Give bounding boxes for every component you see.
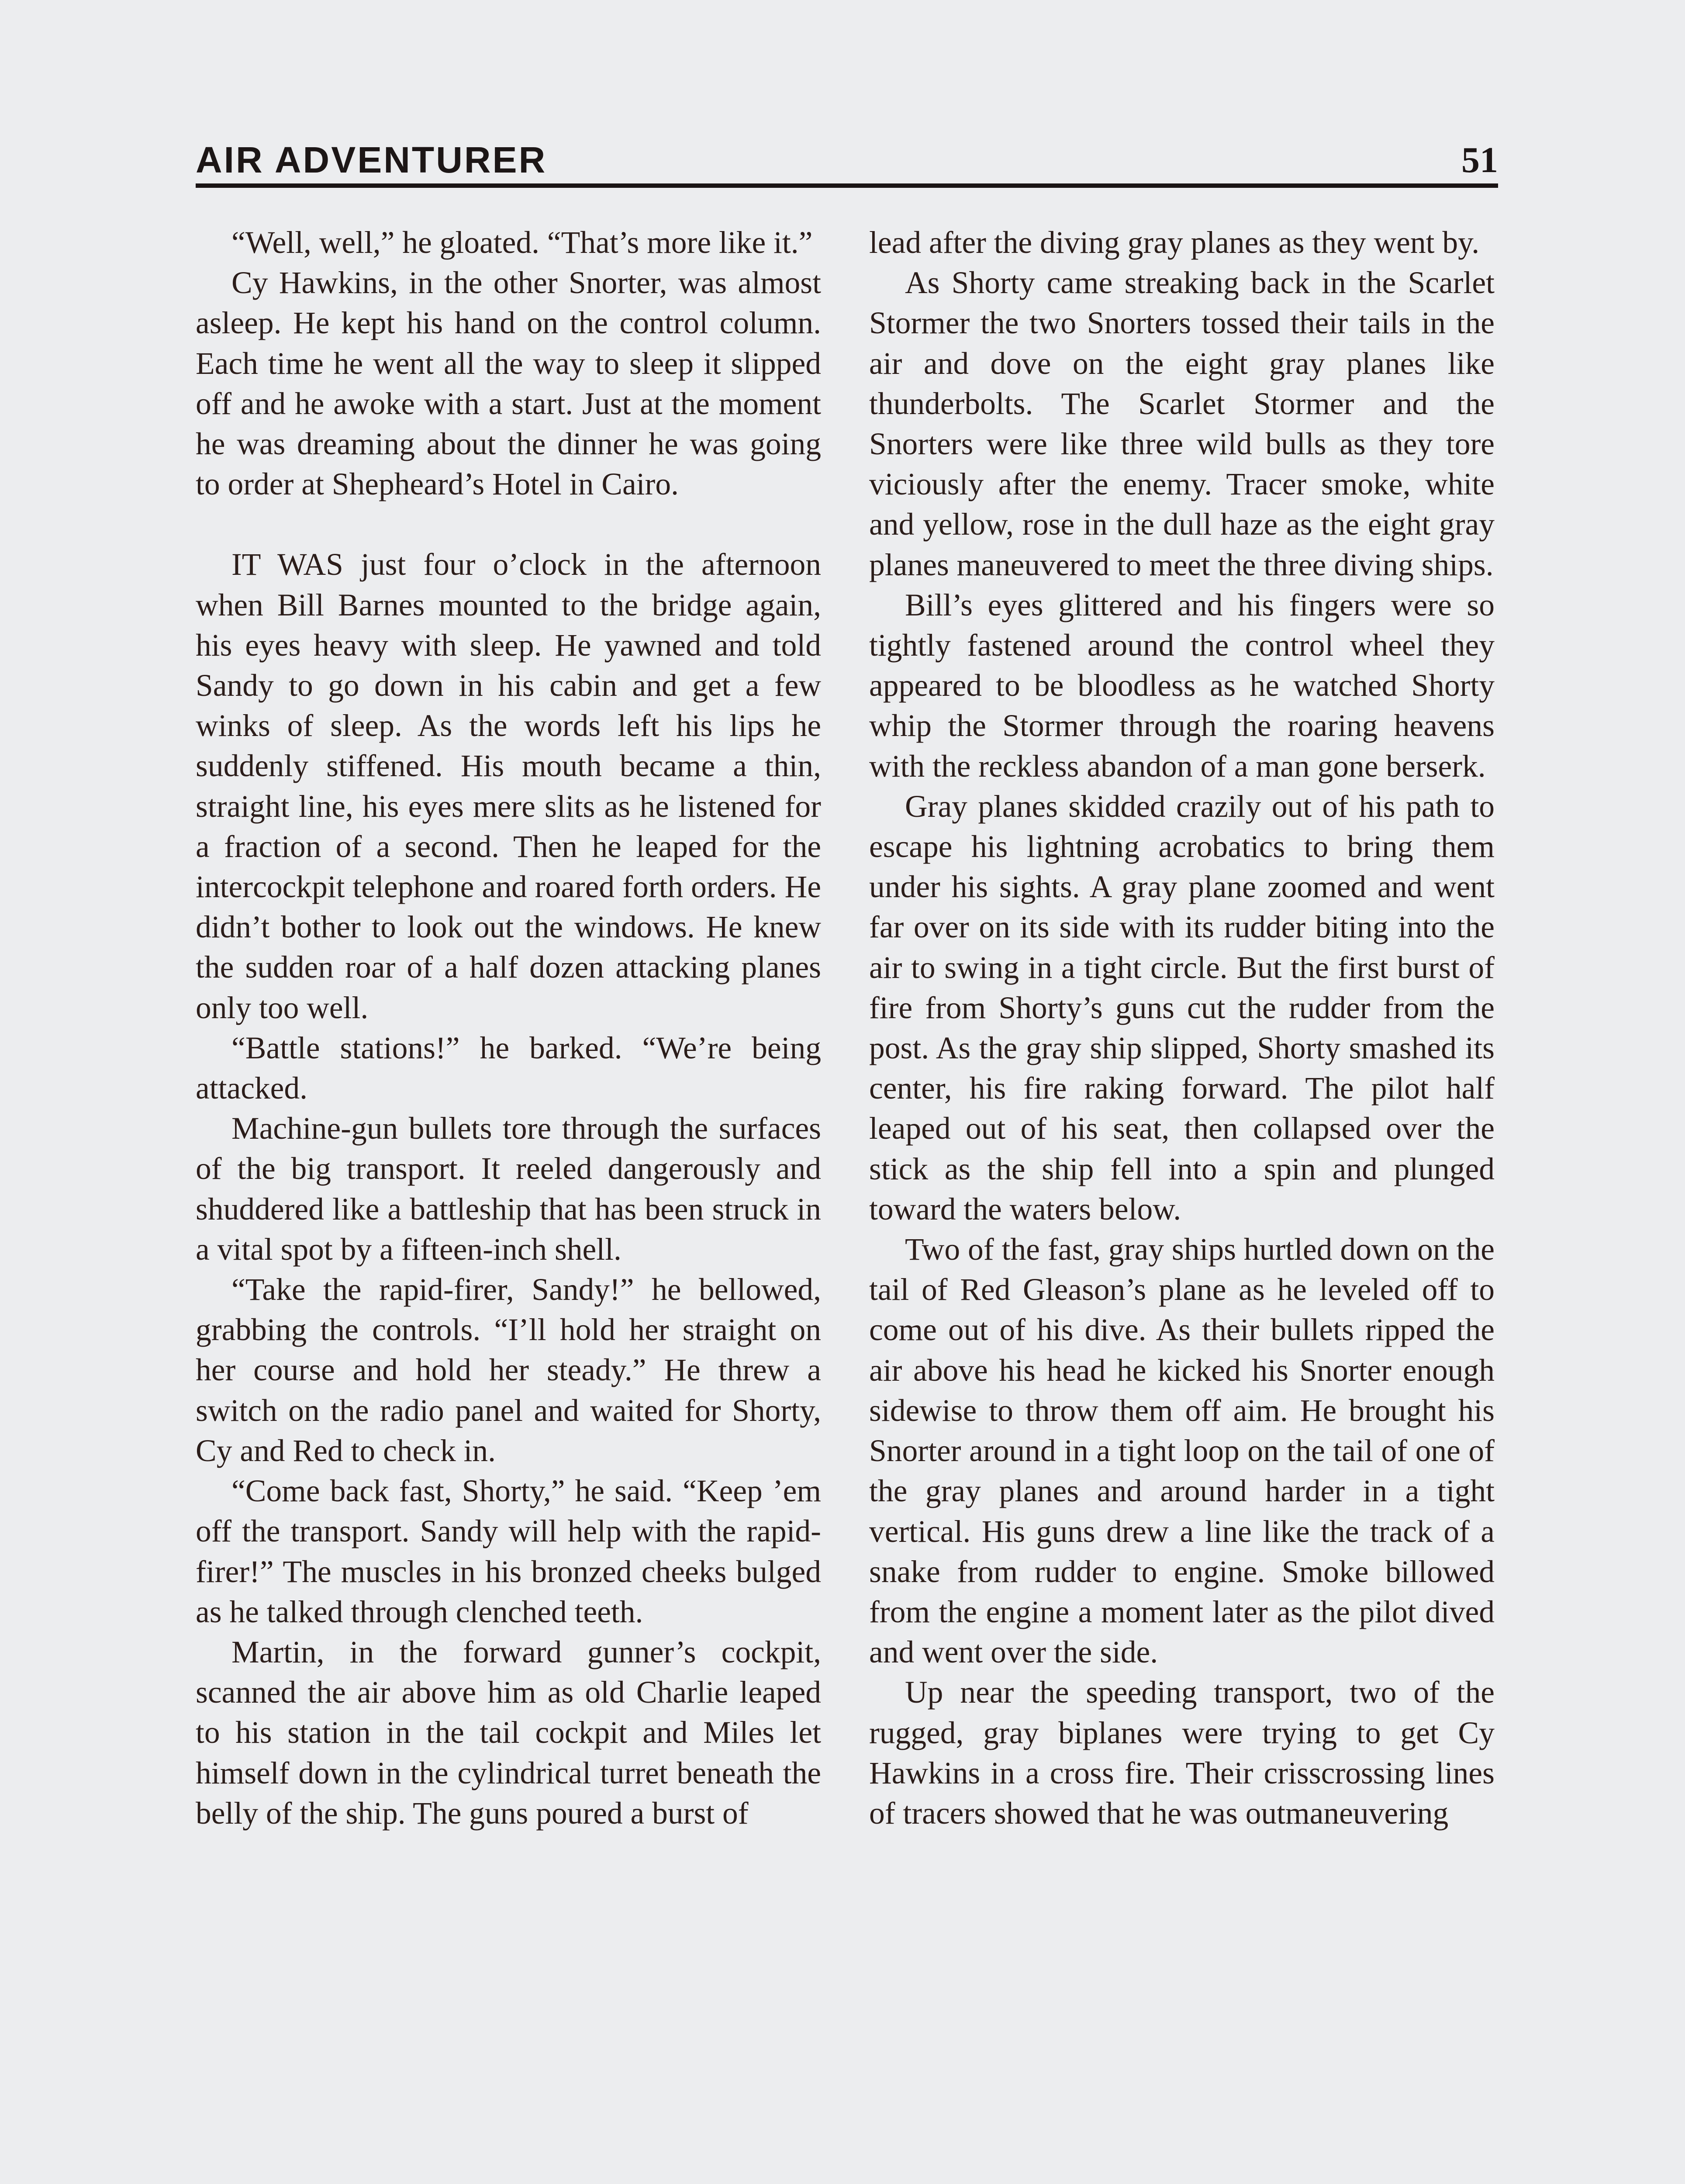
right-column <box>869 223 1495 1834</box>
paragraph: Up near the speeding transport, two of the rugged, gray biplanes were trying to get Cy Hawkins in a cross fire. Their crisscrossing lines of tracers showed that he was outmaneuvering <box>869 1675 1495 1831</box>
paragraph: “Come back fast, Shorty,” he said. “Keep ’em off the transport. Sandy will help with the rapid-firer!” The muscles in his bronzed cheeks bulged as he talked through clenched teeth. <box>196 1474 821 1629</box>
paragraph: “Well, well,” he gloated. “That’s more like it.” <box>231 225 813 260</box>
page-header <box>196 139 1498 187</box>
magazine-title: AIR ADVENTURER <box>196 139 547 180</box>
page-number: 51 <box>1461 140 1498 180</box>
paragraph: Bill’s eyes glittered and his fingers were so tightly fastened around the control wheel they appeared to be bloodless as he watched Shorty whip the Stormer through the roaring heavens with the reckless abandon of a man gone berserk. <box>869 587 1495 784</box>
paragraph: Gray planes skidded crazily out of his path to escape his lightning acrobatics to bring them under his sights. A gray plane zoomed and went far over on its side with its rudder biting into the air to swing in a tight circle. But the first burst of fire from Shorty’s guns cut the rudder from the post. As the gray ship slipped, Shorty smashed its center, his fire raking forward. The pilot half leaped out of his seat, then collapsed over the stick as the ship fell into a spin and plunged toward the waters below. <box>869 789 1495 1227</box>
paragraph: As Shorty came streaking back in the Scarlet Stormer the two Snorters tossed their tails in the air and dove on the eight gray planes like thunderbolts. The Scarlet Stormer and the Snorters were like three wild bulls as they tore viciously after the enemy. Tracer smoke, white and yellow, rose in the dull haze as the eight gray planes maneuvered to meet the three diving ships. <box>869 266 1495 582</box>
paragraph: Martin, in the forward gunner’s cockpit, scanned the air above him as old Charlie leaped to his station in the tail cockpit and Miles let himself down in the cylindrical turret beneath the belly of the ship. The guns poured a burst of <box>196 1635 821 1831</box>
header-rule <box>196 183 1498 188</box>
paragraph: Two of the fast, gray ships hurtled down on the tail of Red Gleason’s plane as he leveled off to come out of his dive. As their bullets ripped the air above his head he kicked his Snorter enough sidewise to throw them off aim. He brought his Snorter around in a tight loop on the tail of one of the gray planes and around harder in a tight vertical. His guns drew a line like the track of a snake from rudder to engine. Smoke billowed from the engine a moment later as the pilot dived and went over the side. <box>869 1232 1495 1670</box>
paragraph: Machine-gun bullets tore through the surfaces of the big transport. It reeled dangerously and shuddered like a battleship that has been struck in a vital spot by a fifteen-inch shell. <box>196 1111 821 1267</box>
paragraph: Cy Hawkins, in the other Snorter, was almost asleep. He kept his hand on the control column. Each time he went all the way to sleep it slipped off and he awoke with a start. Just at the moment he was dreaming about the dinner he was going to order at Shepheard’s Hotel in Cairo. <box>196 266 821 502</box>
paragraph: lead after the diving gray planes as they went by. <box>869 225 1480 260</box>
paragraph: IT WAS just four o’clock in the afternoon when Bill Barnes mounted to the bridge again, his eyes heavy with sleep. He yawned and told Sandy to go down in his cabin and get a few winks of sleep. As the words left his lips he suddenly stiffened. His mouth became a thin, straight line, his eyes mere slits as he listened for a fraction of a second. Then he leaped for the intercockpit telephone and roared forth orders. He didn’t bother to look out the windows. He knew the sudden roar of a half dozen attacking planes only too well. <box>196 547 821 1025</box>
paragraph: “Battle stations!” he barked. “We’re being attacked. <box>196 1030 821 1106</box>
paragraph: “Take the rapid-firer, Sandy!” he bellowed, grabbing the controls. “I’ll hold her straight on her course and hold her steady.” He threw a switch on the radio panel and waited for Shorty, Cy and Red to check in. <box>196 1272 821 1468</box>
left-column <box>196 223 821 1834</box>
